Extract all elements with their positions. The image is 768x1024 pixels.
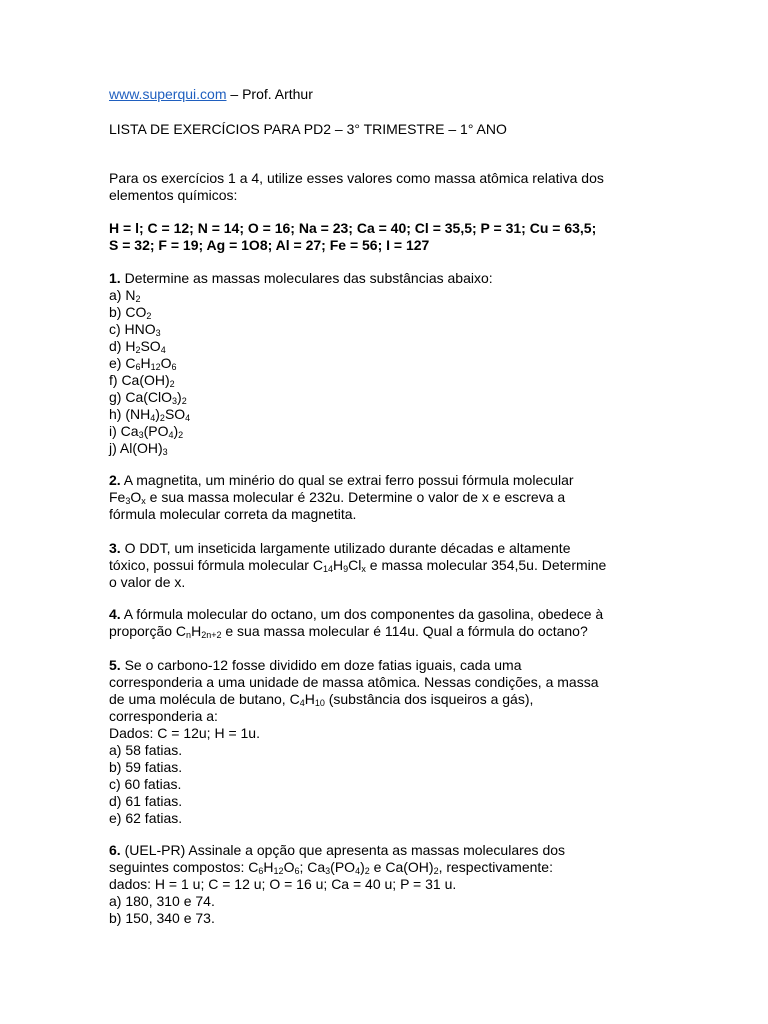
item-g: g) $Ca(ClO_3)_2$	[109, 389, 187, 406]
intro-line: Para os exercícios 1 a 4, utilize esses valores como massa atômica relativa dos	[109, 170, 604, 186]
item-h: h) $(NH_4)_2SO_4$	[109, 406, 191, 423]
atomic-masses-line: H = l; C = 12; N = 14; O = 16; Na = 23; Ca = 40; Cl = 35,5; P = 31; Cu = 63,5;	[109, 220, 597, 236]
question-6: 6. (UEL-PR) Assinale a opção que apresenta as massas moleculares dos seguintes compostos: $C_6H_{12}O_6$; $Ca_3(PO_4)_2$ e $Ca(OH)_2$, respectivamente: dados: H = 1 u; C = 12 u; O = 16 u; Ca = 40 u; P = 31 u. a) 180, 310 e 74. b) 150, 340 e 73.	[109, 842, 669, 927]
item-e: e) $C_6H_{12}O_6$	[109, 355, 177, 372]
question-number: 2.	[109, 472, 121, 488]
site-link[interactable]: www.superqui.com	[109, 86, 227, 102]
question-4: 4. A fórmula molecular do octano, um dos componentes da gasolina, obedece à proporção $C_nH_{2n+2}$ e sua massa molecular é 114u. Qual a fórmula do octano?	[109, 606, 604, 640]
atomic-masses-line: S = 32; F = 19; Ag = 1O8; Al = 27; Fe = 56; I = 127	[109, 237, 430, 253]
question-3: 3. O DDT, um inseticida largamente utilizado durante décadas e altamente tóxico, possui fórmula molecular $C_{14}H_9Cl_x$ e massa molecular 354,5u. Determine o valor de x.	[109, 540, 607, 590]
question-number: 5.	[109, 657, 121, 673]
question-number: 1.	[109, 270, 121, 286]
atomic-masses	[109, 220, 669, 254]
header-line	[109, 86, 669, 103]
item-b: b) $CO_2$	[109, 304, 152, 321]
author: – Prof. Arthur	[226, 86, 313, 102]
question-1-statement	[109, 270, 669, 287]
question-number: 6.	[109, 842, 121, 858]
option-a: a) 180, 310 e 74.	[109, 893, 215, 909]
item-i: i) $Ca_3(PO_4)_2$	[109, 423, 184, 440]
option-e: e) 62 fatias.	[109, 810, 183, 826]
question-number: 3.	[109, 540, 121, 556]
question-1	[109, 270, 669, 457]
item-a: a) $N_2$	[109, 287, 141, 304]
option-d: d) 61 fatias.	[109, 793, 183, 809]
item-d: d) $H_2SO_4$	[109, 338, 166, 355]
item-f: f) $Ca(OH)_2$	[109, 372, 175, 389]
intro-paragraph	[109, 170, 669, 204]
question-5: 5. Se o carbono-12 fosse dividido em doze fatias iguais, cada uma corresponderia a uma unidade de massa atômica. Nessas condições, a massa de uma molécula de butano, $C_4H_{10}$ (substância dos isqueiros a gás), corresponderia a: Dados: C = 12u; H = 1u. a) 58 fatias. b) 59 fatias. c) 60 fatias. d) 61 fatias. e) 62 fatias.	[109, 657, 669, 827]
question-number: 4.	[109, 606, 121, 622]
page-title: LISTA DE EXERCÍCIOS PARA PD2 – 3° TRIMESTRE – 1° ANO	[109, 121, 507, 137]
intro-line: elementos químicos:	[109, 187, 238, 203]
option-c: c) 60 fatias.	[109, 776, 182, 792]
question-2: 2. A magnetita, um minério do qual se extrai ferro possui fórmula molecular $Fe_3O_x$ e sua massa molecular é 232u. Determine o valor de x e escreva a fórmula molecular correta da magnetita.	[109, 472, 574, 522]
question-text: Determine as massas moleculares das substâncias abaixo:	[120, 270, 493, 286]
item-c: c) $HNO_3$	[109, 321, 161, 338]
option-b: b) 59 fatias.	[109, 759, 183, 775]
item-j: j) $Al(OH)_3$	[109, 440, 168, 457]
option-a: a) 58 fatias.	[109, 742, 183, 758]
option-b: b) 150, 340 e 73.	[109, 910, 215, 926]
